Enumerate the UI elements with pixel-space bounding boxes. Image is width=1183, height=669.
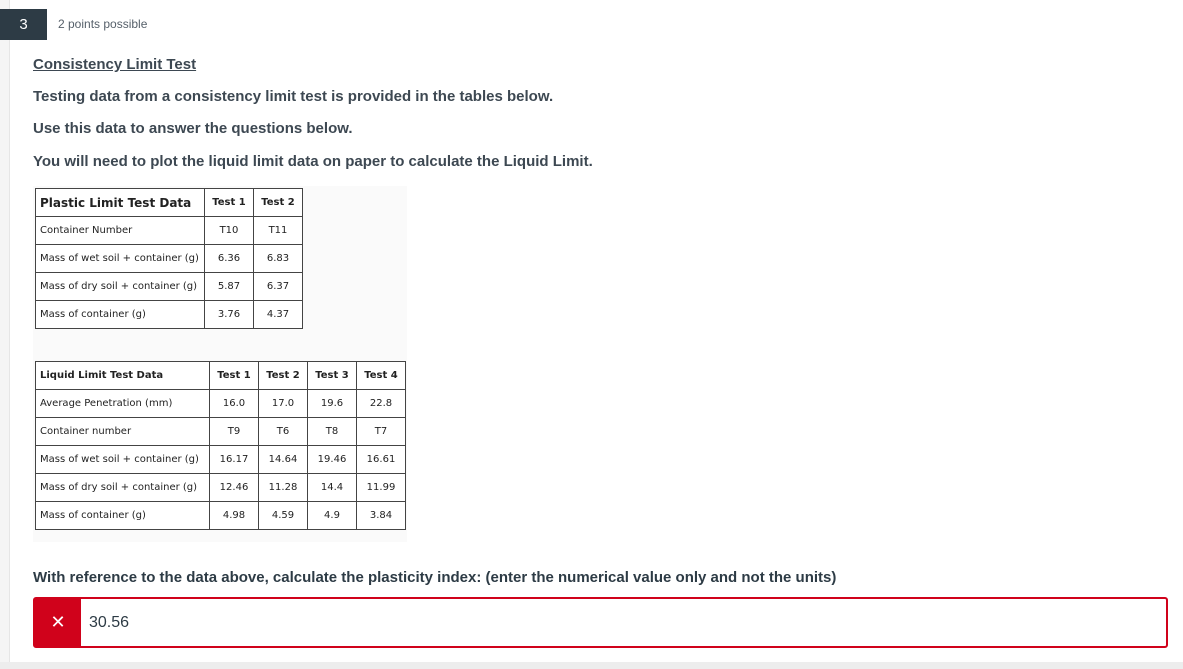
table-cell: 3.84 — [357, 502, 406, 530]
row-label: Mass of container (g) — [36, 301, 205, 329]
liquid-table-title: Liquid Limit Test Data — [36, 362, 210, 390]
plastic-table-title: Plastic Limit Test Data — [36, 189, 205, 217]
table-cell: 6.83 — [254, 245, 303, 273]
table-cell: 16.0 — [210, 390, 259, 418]
row-label: Mass of wet soil + container (g) — [36, 245, 205, 273]
table-row — [36, 474, 406, 502]
question-paragraph-1: Testing data from a consistency limit test is provided in the tables below. — [33, 88, 554, 105]
table-cell: 16.17 — [210, 446, 259, 474]
table-row — [36, 446, 406, 474]
data-tables-image — [33, 186, 407, 542]
table-cell: 4.37 — [254, 301, 303, 329]
column-header: Test 3 — [308, 362, 357, 390]
question-heading: Consistency Limit Test — [33, 56, 197, 73]
row-label: Container number — [36, 418, 210, 446]
table-cell: 11.99 — [357, 474, 406, 502]
liquid-limit-table — [35, 361, 406, 530]
question-paragraph-2: Use this data to answer the questions below. — [33, 120, 353, 137]
row-label: Average Penetration (mm) — [36, 390, 210, 418]
answer-value[interactable]: 30.56 — [89, 614, 130, 631]
table-row — [36, 390, 406, 418]
row-label: Mass of dry soil + container (g) — [36, 273, 205, 301]
question-paragraph-3: You will need to plot the liquid limit data on paper to calculate the Liquid Limit. — [33, 153, 593, 170]
table-cell: 4.9 — [308, 502, 357, 530]
table-cell: T10 — [205, 217, 254, 245]
table-cell: 6.36 — [205, 245, 254, 273]
table-row — [36, 301, 303, 329]
table-cell: T11 — [254, 217, 303, 245]
table-cell: 17.0 — [259, 390, 308, 418]
column-header: Test 4 — [357, 362, 406, 390]
table-cell: 12.46 — [210, 474, 259, 502]
table-header-row — [36, 362, 406, 390]
table-cell: 4.98 — [210, 502, 259, 530]
table-cell: 22.8 — [357, 390, 406, 418]
points-possible: 2 points possible — [58, 17, 148, 31]
table-cell: 16.61 — [357, 446, 406, 474]
column-header: Test 2 — [254, 189, 303, 217]
table-header-row — [36, 189, 303, 217]
table-cell: T6 — [259, 418, 308, 446]
column-header: Test 1 — [210, 362, 259, 390]
row-label: Mass of wet soil + container (g) — [36, 446, 210, 474]
table-cell: 11.28 — [259, 474, 308, 502]
table-cell: 14.4 — [308, 474, 357, 502]
row-label: Mass of dry soil + container (g) — [36, 474, 210, 502]
table-cell: T7 — [357, 418, 406, 446]
table-row — [36, 217, 303, 245]
table-row — [36, 502, 406, 530]
table-cell: 3.76 — [205, 301, 254, 329]
table-row — [36, 245, 303, 273]
table-cell: T8 — [308, 418, 357, 446]
table-cell: 6.37 — [254, 273, 303, 301]
column-header: Test 2 — [259, 362, 308, 390]
question-body — [33, 52, 1167, 173]
table-row — [36, 273, 303, 301]
column-header: Test 1 — [205, 189, 254, 217]
table-row — [36, 418, 406, 446]
answer-field[interactable] — [33, 597, 1168, 648]
question-number: 3 — [0, 9, 47, 40]
table-cell: T9 — [210, 418, 259, 446]
left-rail — [0, 0, 10, 669]
table-cell: 5.87 — [205, 273, 254, 301]
table-cell: 19.6 — [308, 390, 357, 418]
table-cell: 19.46 — [308, 446, 357, 474]
bottom-divider — [0, 662, 1183, 669]
row-label: Container Number — [36, 217, 205, 245]
plastic-limit-table — [35, 188, 303, 329]
table-cell: 4.59 — [259, 502, 308, 530]
row-label: Mass of container (g) — [36, 502, 210, 530]
table-cell: 14.64 — [259, 446, 308, 474]
question-prompt: With reference to the data above, calculate the plasticity index: (enter the numerical value only and not the units) — [33, 569, 837, 586]
incorrect-icon: ✕ — [35, 599, 81, 646]
